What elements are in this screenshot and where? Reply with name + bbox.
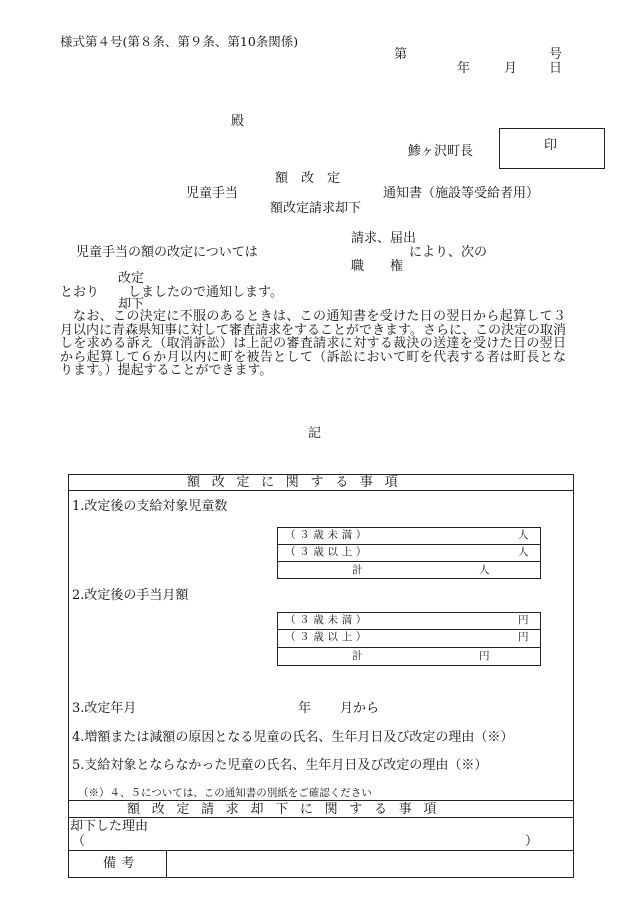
children-under3-unit: 人 (518, 529, 529, 541)
amount-row-divider (277, 647, 541, 648)
children-under3-label: （３歳未満） (285, 529, 371, 541)
amount-total-label: 計 (352, 650, 363, 662)
children-over3-unit: 人 (518, 546, 529, 558)
body-option-request: 請求、届出 (351, 231, 417, 246)
body-option-rejected: 却下 (118, 297, 145, 312)
amount-under3-unit: 円 (518, 614, 529, 626)
appeal-notice-paragraph: なお、この決定に不服のあるときは、この通知書を受けた日の翌日から起算して３月以内に青森県知事に対して審査請求をすることができます。さらに、この決定の取消しを求める訴え（取消訴訟）は上記の審査請求に対する裁決の送達を受けた日の翌日から起算して６か月以内に町を被告として（訴訟において町を代表する者は町長となります。）提起することができます。 (60, 309, 566, 379)
title-option-rejection: 額改定請求却下 (270, 201, 362, 216)
seal-label: 印 (544, 138, 558, 153)
title-right: 通知書（施設等受給者用） (383, 186, 540, 201)
title-left: 児童手当 (186, 186, 239, 201)
rejection-reason-open-paren: （ (72, 834, 86, 849)
children-row-divider (277, 561, 541, 562)
remarks-label: 備考 (103, 856, 140, 871)
body-line2-left: とおり (60, 285, 100, 300)
title-option-amount-revision: 額 改 定 (275, 171, 341, 186)
section1-header-divider (68, 490, 574, 491)
body-line2-right: しましたので通知します。 (128, 285, 283, 300)
ki-heading: 記 (308, 426, 322, 441)
item3-revision-date: 3.改定年月 (72, 701, 137, 716)
body-line1-right: により、次の (409, 245, 488, 260)
section1-header: 額改定に関する事項 (187, 475, 410, 490)
item3-month: 月から (340, 701, 380, 716)
section2-top-divider (68, 800, 574, 801)
date-year: 年 (457, 61, 471, 76)
amount-over3-label: （３歳以上） (285, 631, 371, 643)
date-day: 日 (549, 61, 563, 76)
body-option-ex-officio: 職 権 (351, 259, 404, 274)
amount-over3-unit: 円 (518, 631, 529, 643)
children-row-divider (277, 544, 541, 545)
body-option-revised: 改定 (118, 271, 145, 286)
item4-increase-decrease-reason: 4.増額または減額の原因となる児童の氏名、生年月日及び改定の理由（※） (72, 730, 514, 745)
separate-sheet-note: （※）４、５については、この通知書の別紙をご確認ください (78, 787, 372, 799)
children-over3-label: （３歳以上） (285, 546, 371, 558)
item5-ineligible-children-reason: 5.支給対象とならなかった児童の氏名、生年月日及び改定の理由（※） (72, 758, 488, 773)
item2-monthly-amount: 2.改定後の手当月額 (72, 588, 189, 603)
document-number-suffix: 号 (549, 47, 563, 62)
amount-total-unit: 円 (479, 650, 490, 662)
date-month: 月 (504, 61, 518, 76)
remarks-divider (68, 850, 574, 851)
addressee-honorific: 殿 (231, 114, 245, 129)
children-total-unit: 人 (479, 564, 490, 576)
section2-header-divider (68, 817, 574, 818)
issuer-title: 鯵ヶ沢町長 (408, 144, 474, 159)
amount-row-divider (277, 629, 541, 630)
remarks-column-divider (166, 850, 167, 878)
rejection-reason-close-paren: ） (525, 834, 539, 849)
form-number: 様式第４号(第８条、第９条、第10条関係) (60, 34, 299, 49)
section2-header: 額改定請求却下に関する事項 (127, 802, 449, 817)
amount-under3-label: （３歳未満） (285, 614, 371, 626)
item1-children-count: 1.改定後の支給対象児童数 (72, 499, 228, 514)
body-line1-left: 児童手当の額の改定については (76, 245, 258, 260)
document-number-prefix: 第 (394, 47, 408, 62)
children-total-label: 計 (352, 564, 363, 576)
item3-year: 年 (298, 701, 312, 716)
rejection-reason-label: 却下した理由 (70, 819, 149, 834)
